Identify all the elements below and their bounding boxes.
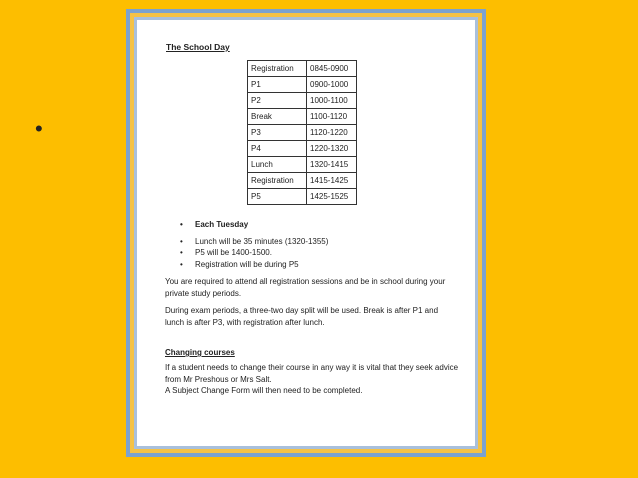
slide-bullet: • [35,116,43,141]
table-cell-period: Break [248,109,307,125]
table-row [248,109,357,125]
table-cell-period: Registration [248,61,307,77]
table-cell-time: 1415-1425 [307,173,357,189]
list-item: • P5 will be 1400-1500. [165,247,475,259]
registration-paragraph: You are required to attend all registration sessions and be in school during your private study periods. [165,277,446,298]
table-row [248,141,357,157]
table-row [248,157,357,173]
table-cell-time: 1220-1320 [307,141,357,157]
table-cell-time: 1120-1220 [307,125,357,141]
table-cell-period: P2 [248,93,307,109]
exam-periods-paragraph: During exam periods, a three-two day split will be used. Break is after P1 and lunch is after P3, with registration after lunch. [165,306,439,327]
table-cell-period: P1 [248,77,307,93]
subject-change-form-text: A Subject Change Form will then need to be completed. [165,386,363,395]
table-cell-period: Lunch [248,157,307,173]
changing-courses-title: Changing courses [165,348,235,357]
list-item: • Lunch will be 35 minutes (1320-1355) [165,236,475,248]
document-frame [126,9,486,457]
document-title: The School Day [166,42,230,52]
tuesday-list [165,219,475,270]
table-cell-time: 1320-1415 [307,157,357,173]
table-row [248,125,357,141]
table-cell-time: 0900-1000 [307,77,357,93]
list-item: • Registration will be during P5 [165,259,475,271]
table-cell-time: 1425-1525 [307,189,357,205]
table-row [248,77,357,93]
tuesday-heading: • Each Tuesday [165,219,475,231]
table-cell-period: P5 [248,189,307,205]
table-cell-period: P4 [248,141,307,157]
document-page [137,20,475,446]
table-row [248,173,357,189]
table-cell-period: P3 [248,125,307,141]
table-row [248,61,357,77]
table-row [248,93,357,109]
changing-courses-text: If a student needs to change their course in any way it is vital that they seek advice from Mr Preshous or Mrs Salt. [165,363,459,384]
table-cell-time: 1100-1120 [307,109,357,125]
schedule-table [247,60,357,205]
table-cell-period: Registration [248,173,307,189]
table-row [248,189,357,205]
table-cell-time: 0845-0900 [307,61,357,77]
table-cell-time: 1000-1100 [307,93,357,109]
